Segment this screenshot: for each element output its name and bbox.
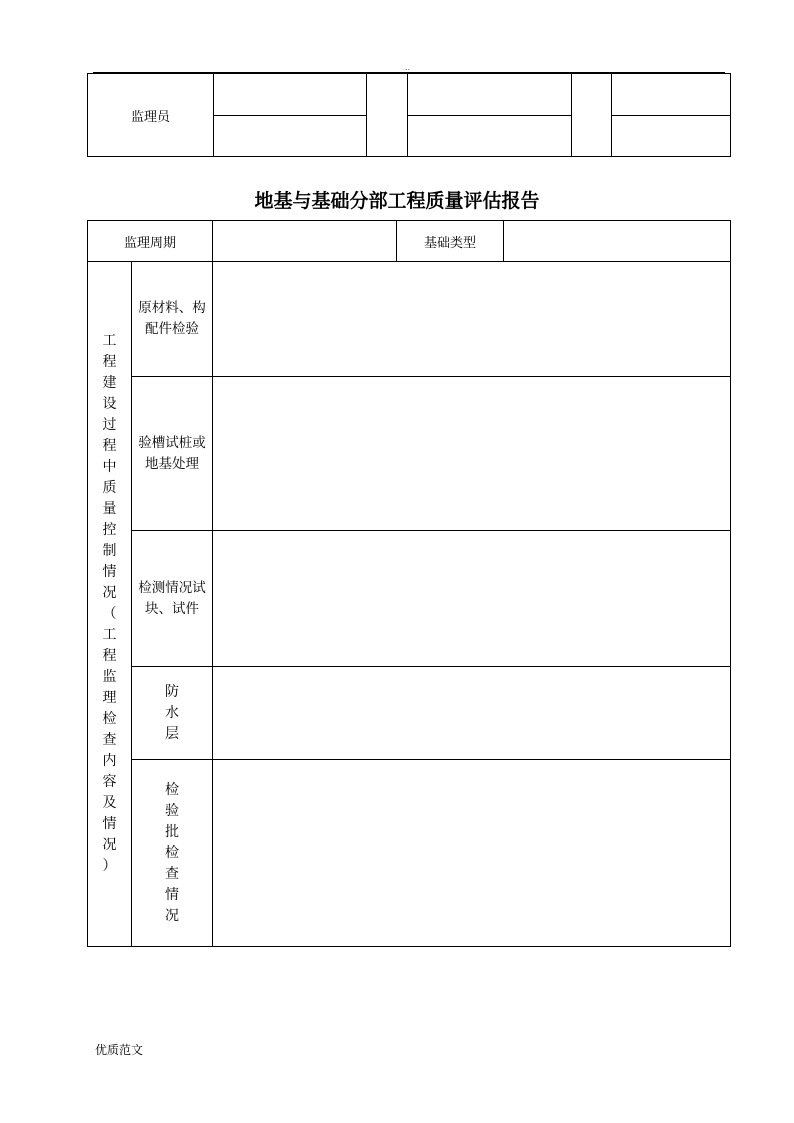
period-value[interactable] [213, 221, 397, 262]
supervisor-name-cell-2[interactable] [408, 74, 572, 116]
section-label-char: 检 [165, 781, 179, 798]
section-content-materials[interactable] [213, 262, 731, 377]
section-label-char: 情 [165, 886, 179, 903]
side-label-char: 工 [102, 333, 117, 349]
side-label-char: 质 [102, 480, 117, 496]
section-content-testing[interactable] [213, 531, 731, 667]
section-label-char: 检 [165, 844, 179, 861]
side-label-char: 况 [102, 585, 117, 601]
section-label-char: 查 [165, 865, 179, 882]
section-content-waterproof[interactable] [213, 667, 731, 760]
period-label: 监理周期 [88, 221, 213, 262]
section-content-trench-inspection[interactable] [213, 377, 731, 531]
side-label-char: 中 [102, 459, 117, 475]
section-label-batch-inspection [132, 760, 213, 947]
side-label-char: 查 [102, 732, 117, 748]
section-label-waterproof [132, 667, 213, 760]
section-label-char: 批 [165, 823, 179, 840]
supervisor-date-cell-2[interactable] [408, 116, 572, 157]
supervisor-label: 监理员 [88, 74, 214, 157]
section-label-trench-inspection: 验槽试桩或地基处理 [132, 377, 213, 531]
side-label-char: 过 [102, 417, 117, 433]
side-label-char: 内 [102, 753, 117, 769]
side-label [88, 262, 132, 947]
section-label-char: 验 [165, 802, 179, 819]
side-label-char: 监 [102, 669, 117, 685]
side-label-char: ） [102, 858, 117, 874]
supervisor-date-cell-3[interactable] [612, 116, 731, 157]
supervisor-date-cell-1[interactable] [214, 116, 367, 157]
footer-text: 优质范文 [95, 1043, 144, 1057]
side-label-char: 程 [102, 648, 117, 664]
section-content-batch-inspection[interactable] [213, 760, 731, 947]
foundation-type-value[interactable] [504, 221, 731, 262]
supervisor-blank-cell-1[interactable] [367, 74, 408, 157]
side-label-char: 及 [102, 795, 117, 811]
side-label-char: 理 [102, 690, 117, 706]
report-table [87, 220, 731, 947]
side-label-char: 建 [102, 375, 117, 391]
section-label-testing: 检测情况试块、试件 [132, 531, 213, 667]
supervisor-blank-cell-2[interactable] [572, 74, 612, 157]
side-label-char: 程 [102, 438, 117, 454]
side-label-char: 情 [102, 816, 117, 832]
foundation-type-label: 基础类型 [397, 221, 504, 262]
side-label-char: 检 [102, 711, 117, 727]
side-label-text [88, 331, 131, 877]
section-label-materials: 原材料、构配件检验 [132, 262, 213, 377]
page-header-mark: .. [405, 63, 411, 72]
section-label-char: 况 [165, 907, 179, 924]
signature-table [87, 73, 731, 157]
side-label-char: 况 [102, 837, 117, 853]
supervisor-name-cell-1[interactable] [214, 74, 367, 116]
side-label-char: 量 [102, 501, 117, 517]
side-label-char: 容 [102, 774, 117, 790]
side-label-char: 情 [102, 564, 117, 580]
side-label-char: 工 [102, 627, 117, 643]
side-label-char: 设 [102, 396, 117, 412]
side-label-char: 控 [102, 522, 117, 538]
section-label-char: 防 [165, 683, 179, 700]
side-label-char: 制 [102, 543, 117, 559]
section-label-char: 水 [165, 704, 179, 721]
side-label-char: 程 [102, 354, 117, 370]
report-title: 地基与基础分部工程质量评估报告 [254, 190, 540, 212]
section-label-char: 层 [165, 725, 179, 742]
supervisor-name-cell-3[interactable] [612, 74, 731, 116]
side-label-char: （ [102, 606, 117, 622]
